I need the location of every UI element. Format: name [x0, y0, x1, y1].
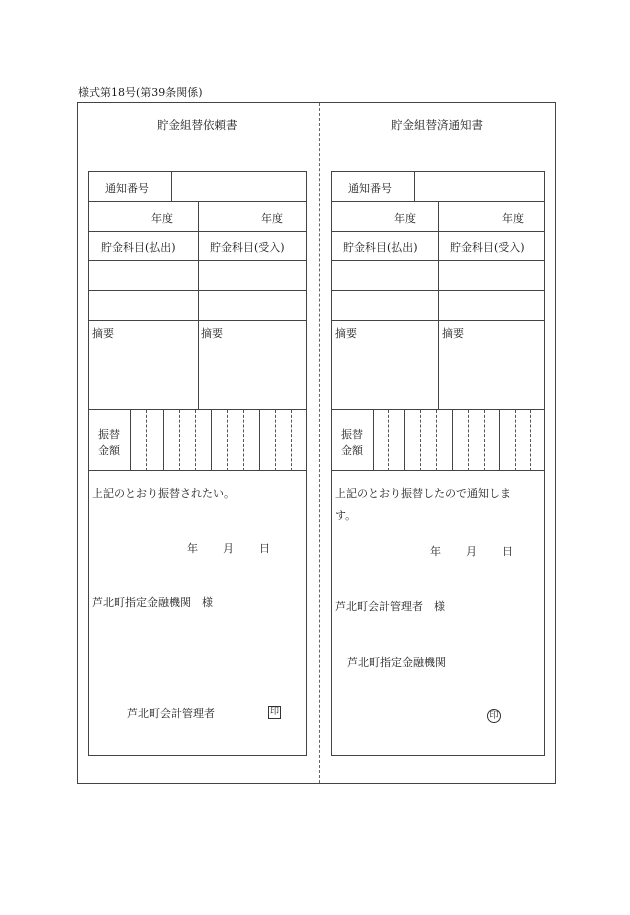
right-statement-line-1: 上記のとおり振替したので通知しま — [335, 487, 511, 500]
left-digit-line — [275, 410, 276, 471]
left-date-year: 年 — [187, 542, 198, 555]
right-year-label-2: 年度 — [502, 212, 524, 225]
left-digit-line — [146, 410, 147, 471]
left-notice-no-label: 通知番号 — [105, 182, 149, 195]
right-digit-line — [530, 410, 531, 471]
right-notice-no-label: 通知番号 — [348, 182, 392, 195]
left-digit-line — [211, 410, 212, 471]
left-date-month: 月 — [223, 542, 234, 555]
right-form-title: 貯金組替済通知書 — [391, 118, 483, 132]
form-number-caption: 様式第18号(第39条関係) — [78, 86, 203, 99]
right-year-label-1: 年度 — [394, 212, 416, 225]
right-amount-row — [332, 410, 544, 471]
left-notice-divider — [171, 172, 172, 202]
right-summary-label-2: 摘要 — [442, 327, 464, 340]
right-digit-line — [452, 410, 453, 471]
left-sender: 芦北町会計管理者 — [127, 707, 215, 720]
left-amount-label-1: 振替 — [98, 428, 120, 441]
left-form-title: 貯金組替依頼書 — [157, 118, 238, 132]
left-year-label-2: 年度 — [261, 212, 283, 225]
left-digit-line — [259, 410, 260, 471]
left-digit-line — [243, 410, 244, 471]
right-amount-label-1: 振替 — [341, 428, 363, 441]
right-center-divider — [438, 202, 439, 410]
right-statement-line-2: す。 — [335, 509, 357, 522]
right-account-in-label: 貯金科目(受入) — [450, 241, 525, 254]
left-center-divider — [198, 202, 199, 410]
right-date-month: 月 — [466, 545, 477, 558]
left-year-label-1: 年度 — [151, 212, 173, 225]
left-seal-stamp: 印 — [269, 707, 279, 717]
right-date-day: 日 — [502, 545, 513, 558]
left-addressee: 芦北町指定金融機関 様 — [92, 596, 213, 609]
right-digit-line — [404, 410, 405, 471]
left-digit-line — [291, 410, 292, 471]
right-digit-line — [468, 410, 469, 471]
left-account-in-label: 貯金科目(受入) — [210, 241, 285, 254]
right-form — [331, 171, 545, 756]
right-digit-line — [515, 410, 516, 471]
right-notice-divider — [414, 172, 415, 202]
left-digit-line — [179, 410, 180, 471]
left-summary-label-1: 摘要 — [92, 327, 114, 340]
left-digit-line — [163, 410, 164, 471]
right-amount-label-divider — [373, 410, 374, 471]
left-amount-row — [89, 410, 306, 471]
left-statement: 上記のとおり振替されたい。 — [92, 487, 235, 500]
right-summary-label-1: 摘要 — [335, 327, 357, 340]
right-date-year: 年 — [430, 545, 441, 558]
left-form — [88, 171, 307, 756]
right-digit-line — [499, 410, 500, 471]
right-digit-line — [388, 410, 389, 471]
right-seal-stamp: 印 — [487, 709, 501, 723]
right-addressee: 芦北町会計管理者 様 — [335, 600, 445, 613]
left-date-day: 日 — [259, 542, 270, 555]
left-amount-label-2: 金額 — [98, 444, 120, 457]
left-digit-line — [227, 410, 228, 471]
left-digit-line — [195, 410, 196, 471]
right-account-out-label: 貯金科目(払出) — [343, 241, 418, 254]
right-digit-line — [436, 410, 437, 471]
right-digit-line — [420, 410, 421, 471]
right-sender: 芦北町指定金融機関 — [347, 656, 446, 669]
left-account-out-label: 貯金科目(払出) — [101, 241, 176, 254]
cut-line — [319, 103, 320, 783]
right-amount-label-2: 金額 — [341, 444, 363, 457]
right-digit-line — [484, 410, 485, 471]
left-amount-label-divider — [130, 410, 131, 471]
left-summary-label-2: 摘要 — [201, 327, 223, 340]
